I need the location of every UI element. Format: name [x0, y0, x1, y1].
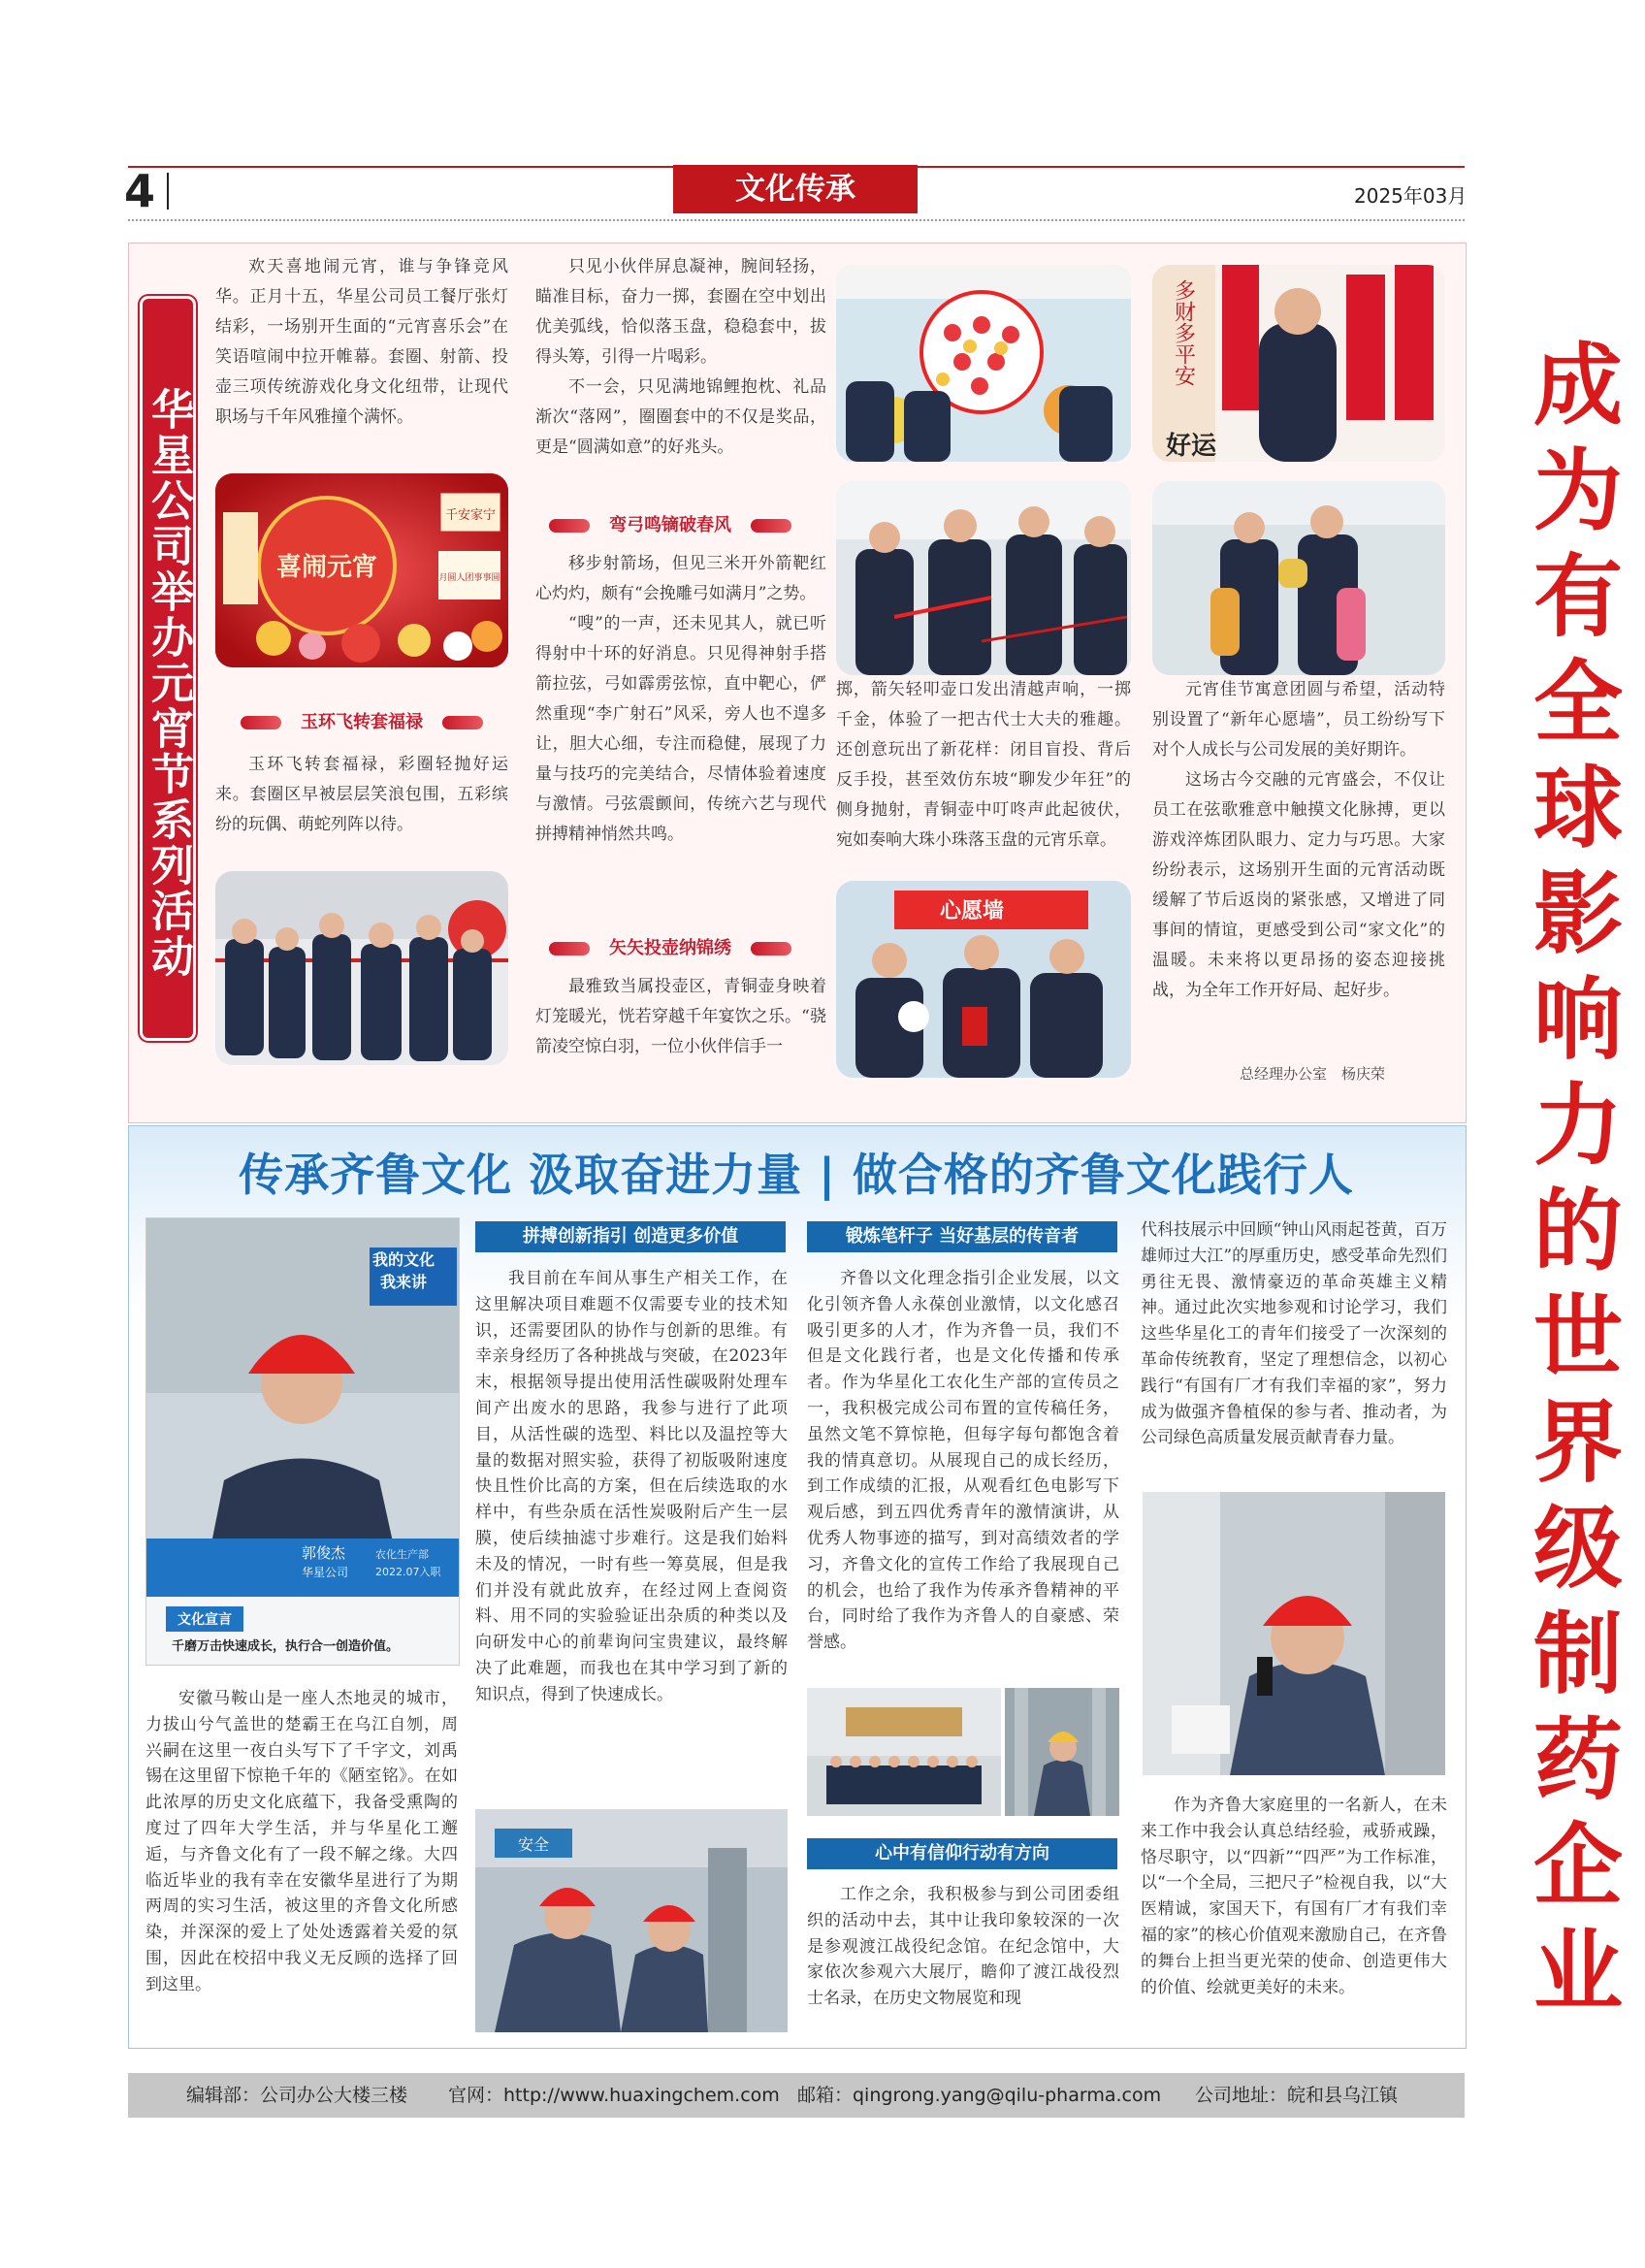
paragraph: 不一会，只见满地锦鲤抱枕、礼品渐次“落网”，圈圈套中的不仅是奖品，更是“圆满如意”的好兆头。	[535, 377, 826, 457]
photo-worker-pipes	[1005, 1688, 1119, 1816]
photo-archery	[836, 481, 1131, 675]
article-col-2b	[535, 549, 826, 850]
paragraph: 作为齐鲁大家庭里的一名新人，在未来工作中我会认真总结经验，戒骄戒躁，恪尽职守，以“四新”“四严”为工作标准，以“一个全局，三把尺子”检视自我，以“大医精诚，家国天下，有国有厂才有我们幸福的家”的核心价值观来激励自己，在齐鲁的舞台上担当更光荣的使命、创造更伟大的价值、绘就更美好的未来。	[1141, 1796, 1447, 1997]
paragraph: 元宵佳节寓意团圆与希望，活动特别设置了“新年心愿墙”，员工纷纷写下对个人成长与公司发展的美好期许。	[1152, 680, 1445, 760]
paragraph: 玉环飞转套福禄，彩圈轻抛好运来。套圈区早被层层笑浪包围，五彩缤纷的玩偶、萌蛇列阵以待。	[215, 755, 508, 834]
footer-bar	[128, 2073, 1465, 2118]
paragraph: 代科技展示中回顾“钟山风雨起苍黄，百万雄师过大江”的厚重历史，感受革命先烈们勇往无畏、激情豪迈的革命英雄主义精神。通过此次实地参观和讨论学习，我们这些华星化工的青年们接受了一次深刻的革命传统教育，坚定了理想信念，以初心践行“有国有厂才有我们幸福的家”，努力成为做强齐鲁植保的参与者、推动者，为公司绿色高质量发展贡献青春力量。	[1141, 1220, 1447, 1448]
photo-lantern-display	[215, 473, 508, 667]
bottom-col-3	[807, 1266, 1119, 1656]
wish-wall-text: 心愿墙	[939, 899, 1005, 923]
banner-text-right: 月圆人团事事圆	[438, 573, 500, 583]
article-col-2c	[535, 972, 826, 1062]
paragraph: 只见小伙伴屏息凝神，腕间轻扬，瞄准目标，奋力一掷，套圈在空中划出优美弧线，恰似落玉盘，稳稳套中，拔得头筹，引得一片喝彩。	[535, 257, 826, 367]
photo-prizes-winners	[1152, 481, 1445, 675]
heading-writing: 锻炼笔杆子 当好基层的传音者	[807, 1221, 1117, 1252]
footer-email[interactable]: 邮箱：qingrong.yang@qilu-pharma.com	[797, 2085, 1162, 2106]
worker-radio-illustration	[1143, 1492, 1445, 1775]
article-col-4	[1152, 675, 1445, 1006]
subheading-archery: 弯弓鸣镝破春风	[549, 511, 791, 540]
profile-card	[145, 1217, 460, 1666]
archery-illustration	[836, 481, 1131, 675]
card-joined: 2022.07入职	[375, 1566, 441, 1578]
worker-pipes-illustration	[1005, 1688, 1119, 1816]
article-author: 总经理办公室 杨庆荣	[1240, 1065, 1386, 1083]
article-col-2	[535, 252, 826, 463]
vertical-slogan: 成为有全球影响力的世界级制药企业	[1519, 338, 1624, 2029]
card-company: 华星公司	[302, 1566, 349, 1579]
workers-illustration	[475, 1809, 788, 2032]
wish-wall-illustration	[836, 881, 1131, 1078]
heading-belief: 心中有信仰行动有方向	[807, 1838, 1117, 1869]
couplet-text-1: 多财多平安	[1171, 279, 1196, 386]
paragraph: 安徽马鞍山是一座人杰地灵的城市，力拔山兮气盖世的楚霸王在乌江自刎，周兴嗣在这里一夜白头写下了千字文，刘禹锡在这里留下惊艳千年的《陋室铭》。在如此浓厚的历史文化底蕴下，我备受熏陶的度过了四年大学生活，并与华星化工邂逅，与齐鲁文化有了一段不解之缘。大四临近毕业的我有幸在安徽华星进行了为期两周的实习生活，被这里的齐鲁文化所感染，并深深的爱上了处处透露着关爱的氛围，因此在校招中我义无反顾的选择了回到这里。	[145, 1689, 458, 1994]
photo-workers-inspection	[475, 1809, 788, 2032]
bottom-col-4b	[1141, 1793, 1447, 2000]
card-badge-line-2: 我来讲	[379, 1273, 427, 1291]
banner-text-left: 千安家宁	[444, 508, 497, 523]
issue-date: 2025年03月	[1354, 184, 1468, 208]
paragraph: “嗖”的一声，还未见其人，就已听得射中十环的好消息。只见得神射手搭箭拉弦，弓如霹雳弦惊，直中靶心，俨然重现“李广射石”风采，旁人也不遑多让，胆大心细，专注而稳健，展现了力量与技巧的完美结合，尽情体验着速度与激情。弓弦震颤间，传统六艺与现代拼搏精神悄然共鸣。	[535, 614, 826, 844]
photo-worker-radio	[1143, 1492, 1445, 1775]
page-number: 4	[124, 165, 156, 217]
article-col-1	[215, 252, 508, 433]
subheading-pitch-pot: 矢矢投壶纳锦绣	[549, 934, 791, 963]
header-dotted-rule	[128, 219, 1465, 222]
paragraph: 齐鲁以文化理念指引企业发展，以文化引领齐鲁人永葆创业激情，以文化感召吸引更多的人才，作为齐鲁一员，我们不但是文化践行者，也是文化传播和传承者。作为华星化工农化生产部的宣传员之一，我积极完成公司布置的宣传稿任务，虽然文笔不算惊艳，但每字每句都饱含着我的情真意切。从展现自己的成长经历，到工作成绩的汇报，从观看红色电影写下观后感，到五四优秀青年的激情演讲，从优秀人物事迹的描写，到对高绩效者的学习，齐鲁文化的宣传工作给了我展现自己的机会，也给了我作为传承齐鲁精神的平台，同时给了我作为齐鲁人的自豪感、荣誉感。	[807, 1269, 1119, 1653]
footer-website[interactable]: 官网：http://www.huaxingchem.com	[448, 2085, 780, 2106]
footer-address: 公司地址：皖和县乌江镇	[1195, 2085, 1399, 2106]
article-col-1b	[215, 750, 508, 840]
card-badge-line-1: 我的文化	[371, 1250, 435, 1269]
photo-group	[807, 1688, 1001, 1816]
section-title: 文化传承	[673, 165, 918, 213]
article-title-vertical: 华星公司举办元宵节系列活动	[143, 299, 193, 1038]
paragraph: 这场古今交融的元宵盛会，不仅让员工在弦歌雅意中触摸文化脉搏，更以游戏淬炼团队眼力、定力与巧思。大家纷纷表示，这场别开生面的元宵活动既缓解了节后返岗的紧张感，又增进了同事间的情谊，更感受到公司“家文化”的温暖。未来将以更昂扬的姿态迎接挑战，为全年工作开好局、起好步。	[1152, 770, 1445, 1000]
paragraph: 掷，箭矢轻叩壶口发出清越声响，一掷千金，体验了一把古代士大夫的雅趣。还创意玩出了新花样：闭目盲投、背后反手投，甚至效仿东坡“聊发少年狂”的侧身抛射，青铜壶中叮咚声此起彼伏，宛如奏响大珠小珠落玉盘的元宵乐章。	[836, 680, 1131, 850]
lantern-display-illustration	[215, 473, 508, 667]
heading-innovation: 拼搏创新指引 创造更多价值	[475, 1221, 786, 1252]
card-badge	[355, 1247, 452, 1292]
card-motto-label: 文化宣言	[166, 1606, 243, 1632]
bottom-col-3b	[807, 1882, 1119, 2012]
card-dept: 农化生产部	[375, 1548, 429, 1561]
paragraph: 我目前在车间从事生产相关工作，在这里解决项目难题不仅需要专业的技术知识，还需要团队的协作与创新的思维。有幸亲身经历了各种挑战与突破，在2023年末，根据领导提出使用活性碳吸附处理车间产出废水的思路，我参与进行了此项目，从活性碳的选型、料比以及温控等大量的数据对照实验，获得了初版吸附速度快且性价比高的方案，但在后续选取的水样中，有些杂质在活性炭吸附后产生一层膜，使后续抽滤寸步难行。这是我们始料未及的情况，一时有些一筹莫展，但是我们并没有就此放弃，在经过网上查阅资料、用不同的实验验证出杂质的种类以及向研发中心的前辈询问宝贵建议，最终解决了此难题，而我也在其中学习到了新的知识点，得到了快速成长。	[475, 1269, 788, 1704]
bottom-col-4	[1141, 1217, 1447, 1451]
card-motto: 千磨万击快速成长，执行合一创造价值。	[172, 1639, 400, 1654]
bottom-col-1	[145, 1686, 458, 1998]
paragraph: 工作之余，我积极参与到公司团委组织的活动中去，其中让我印象较深的一次是参观渡江战役纪念馆。在纪念馆中，大家依次参观六大展厅，瞻仰了渡江战役烈士名录，在历史文物展览和现	[807, 1885, 1119, 2009]
bottom-col-2	[475, 1266, 788, 1708]
page-number-divider	[167, 173, 169, 210]
prize-wall-illustration	[836, 265, 1131, 462]
couplet-text-2: 好运	[1165, 432, 1217, 461]
photo-safety-sign: 安全	[517, 1835, 550, 1854]
subheading-ring-toss: 玉环飞转套福禄	[241, 708, 483, 737]
paragraph: 移步射箭场，但见三米开外箭靶红心灼灼，颇有“会挽雕弓如满月”之势。	[535, 554, 826, 603]
photo-ring-toss	[215, 871, 508, 1065]
photo-prize-wall	[836, 265, 1131, 462]
article-col-3	[836, 675, 1131, 856]
couplets-illustration	[1152, 265, 1445, 462]
photo-couplets	[1152, 265, 1445, 462]
footer-editor: 编辑部：公司办公大楼三楼	[186, 2085, 408, 2106]
ring-toss-illustration	[215, 871, 508, 1065]
photo-wish-wall	[836, 881, 1131, 1078]
paragraph: 最雅致当属投壶区，青铜壶身映着灯笼暖光，恍若穿越千年宴饮之乐。“骁箭凌空惊白羽，一位小伙伴信手一	[535, 977, 826, 1056]
article-headline: 传承齐鲁文化 汲取奋进力量 | 做合格的齐鲁文化践行人	[239, 1149, 1354, 1201]
lantern-board-text: 喜闹元宵	[275, 553, 378, 582]
card-name: 郭俊杰	[302, 1544, 346, 1562]
paragraph: 欢天喜地闹元宵，谁与争锋竞风华。正月十五，华星公司员工餐厅张灯结彩，一场别开生面的“元宵喜乐会”在笑语喧闹中拉开帷幕。套圈、射箭、投壶三项传统游戏化身文化纽带，让现代职场与千年风雅撞个满怀。	[215, 257, 508, 427]
group-illustration	[807, 1688, 1001, 1816]
prizes-illustration	[1152, 481, 1445, 675]
